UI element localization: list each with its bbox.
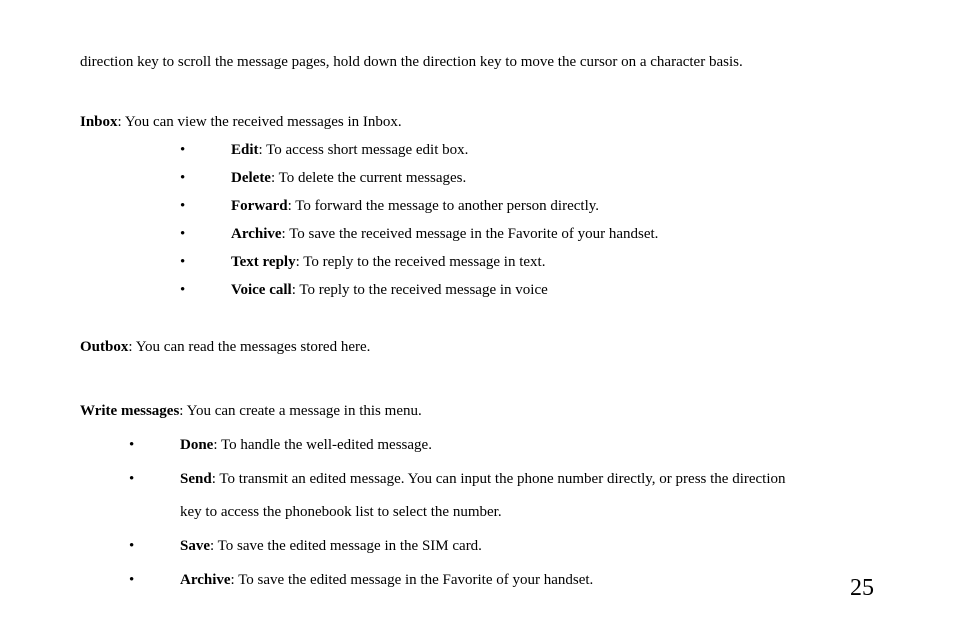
item-desc: : To handle the well-edited message. bbox=[213, 437, 432, 453]
outbox-desc: : You can read the messages stored here. bbox=[128, 339, 371, 355]
page-number: 25 bbox=[850, 575, 874, 601]
item-term: Archive bbox=[231, 226, 282, 242]
item-desc: : To delete the current messages. bbox=[270, 170, 467, 186]
write-item-done bbox=[180, 436, 432, 454]
inbox-item-archive bbox=[231, 225, 658, 243]
inbox-term: Inbox bbox=[80, 114, 118, 130]
item-desc: : To save the received message in the Favorite of your handset. bbox=[281, 226, 659, 242]
bullet-icon: • bbox=[180, 226, 186, 242]
outbox-heading bbox=[80, 338, 370, 356]
inbox-item-forward bbox=[231, 197, 599, 215]
item-term: Archive bbox=[180, 572, 231, 588]
inbox-item-delete bbox=[231, 169, 466, 187]
item-desc: : To transmit an edited message. You can input the phone number directly, or press the direction bbox=[211, 471, 786, 487]
item-term: Send bbox=[180, 471, 212, 487]
item-desc: : To forward the message to another person directly. bbox=[287, 198, 600, 214]
write-term: Write messages bbox=[80, 403, 180, 419]
item-term: Voice call bbox=[231, 282, 292, 298]
bullet-icon: • bbox=[129, 538, 135, 554]
item-term: Save bbox=[180, 538, 210, 554]
bullet-icon: • bbox=[129, 471, 135, 487]
inbox-heading bbox=[80, 113, 402, 131]
bullet-icon: • bbox=[180, 254, 186, 270]
write-item-send-continuation: key to access the phonebook list to select the number. bbox=[180, 504, 502, 520]
write-item-send bbox=[180, 470, 786, 488]
inbox-item-voice-call bbox=[231, 281, 548, 299]
bullet-icon: • bbox=[180, 170, 186, 186]
write-desc: : You can create a message in this menu. bbox=[179, 403, 422, 419]
inbox-desc: : You can view the received messages in Inbox. bbox=[117, 114, 402, 130]
item-desc: : To reply to the received message in voice bbox=[291, 282, 548, 298]
item-desc: : To reply to the received message in text. bbox=[295, 254, 546, 270]
intro-line: direction key to scroll the message pages, hold down the direction key to move the cursor on a character basis. bbox=[80, 54, 743, 70]
item-term: Edit bbox=[231, 142, 259, 158]
item-desc: : To save the edited message in the SIM card. bbox=[210, 538, 482, 554]
bullet-icon: • bbox=[180, 198, 186, 214]
item-term: Forward bbox=[231, 198, 288, 214]
inbox-item-text-reply bbox=[231, 253, 545, 271]
bullet-icon: • bbox=[180, 282, 186, 298]
item-term: Text reply bbox=[231, 254, 296, 270]
item-desc: : To access short message edit box. bbox=[258, 142, 469, 158]
write-messages-heading bbox=[80, 402, 422, 420]
bullet-icon: • bbox=[180, 142, 186, 158]
item-term: Done bbox=[180, 437, 214, 453]
item-term: Delete bbox=[231, 170, 271, 186]
bullet-icon: • bbox=[129, 437, 135, 453]
item-desc: : To save the edited message in the Favorite of your handset. bbox=[230, 572, 594, 588]
inbox-item-edit bbox=[231, 141, 468, 159]
outbox-term: Outbox bbox=[80, 339, 129, 355]
bullet-icon: • bbox=[129, 572, 135, 588]
write-item-save bbox=[180, 537, 482, 555]
write-item-archive bbox=[180, 571, 593, 589]
